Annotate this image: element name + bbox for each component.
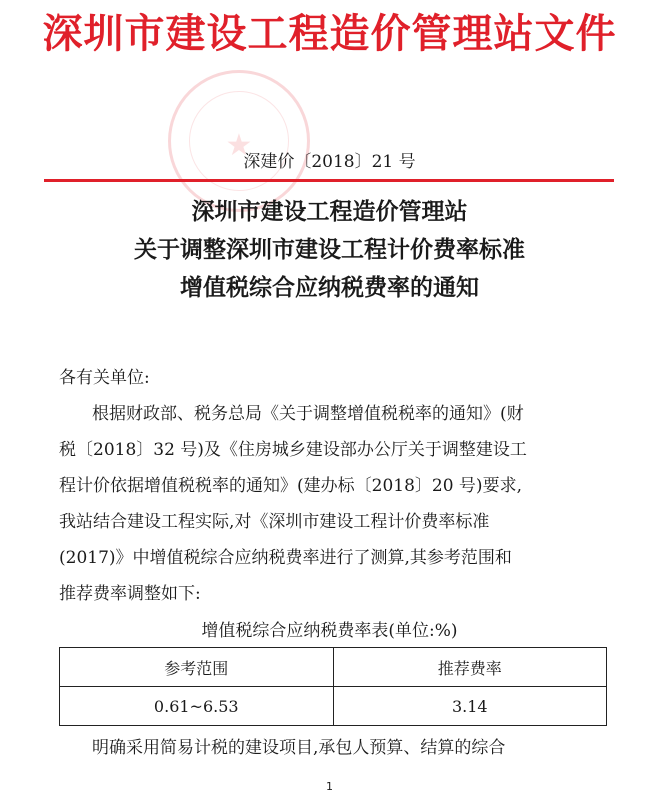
- cell-reference-range: 0.61~6.53: [60, 687, 334, 726]
- seal-star-icon: ★: [225, 128, 253, 163]
- page-number: 1: [326, 780, 333, 793]
- body-line: 根据财政部、税务总局《关于调整增值税税率的通知》(财: [92, 404, 524, 424]
- document-number: 深建价〔2018〕21 号: [243, 152, 416, 172]
- body-line: (2017)》中增值税综合应纳税费率进行了测算,其参考范围和: [59, 548, 512, 568]
- notice-title-line-3: 增值税综合应纳税费率的通知: [180, 275, 479, 301]
- salutation: 各有关单位:: [59, 368, 150, 388]
- table-header-row: [60, 648, 607, 687]
- document-header-title: 深圳市建设工程造价管理站文件: [42, 11, 617, 57]
- trailing-text-line: 明确采用简易计税的建设项目,承包人预算、结算的综合: [92, 738, 506, 758]
- notice-title-line-1: 深圳市建设工程造价管理站: [191, 199, 468, 225]
- rate-table-caption: 增值税综合应纳税费率表(单位:%): [201, 621, 458, 641]
- body-line: 推荐费率调整如下:: [59, 584, 201, 604]
- body-line: 税〔2018〕32 号)及《住房城乡建设部办公厅关于调整建设工: [59, 440, 527, 460]
- body-line: 程计价依据增值税税率的通知》(建办标〔2018〕20 号)要求,: [59, 476, 522, 496]
- notice-title-line-2: 关于调整深圳市建设工程计价费率标准: [134, 237, 525, 263]
- rate-table: [59, 647, 607, 726]
- red-seal-watermark-icon: [168, 70, 310, 212]
- seal-inner-ring: [189, 91, 289, 191]
- table-row: [60, 687, 607, 726]
- red-divider-line: [44, 179, 614, 182]
- column-header-recommended-rate: 推荐费率: [333, 648, 607, 687]
- column-header-reference-range: 参考范围: [60, 648, 334, 687]
- body-line: 我站结合建设工程实际,对《深圳市建设工程计价费率标准: [59, 512, 490, 532]
- cell-recommended-rate: 3.14: [333, 687, 607, 726]
